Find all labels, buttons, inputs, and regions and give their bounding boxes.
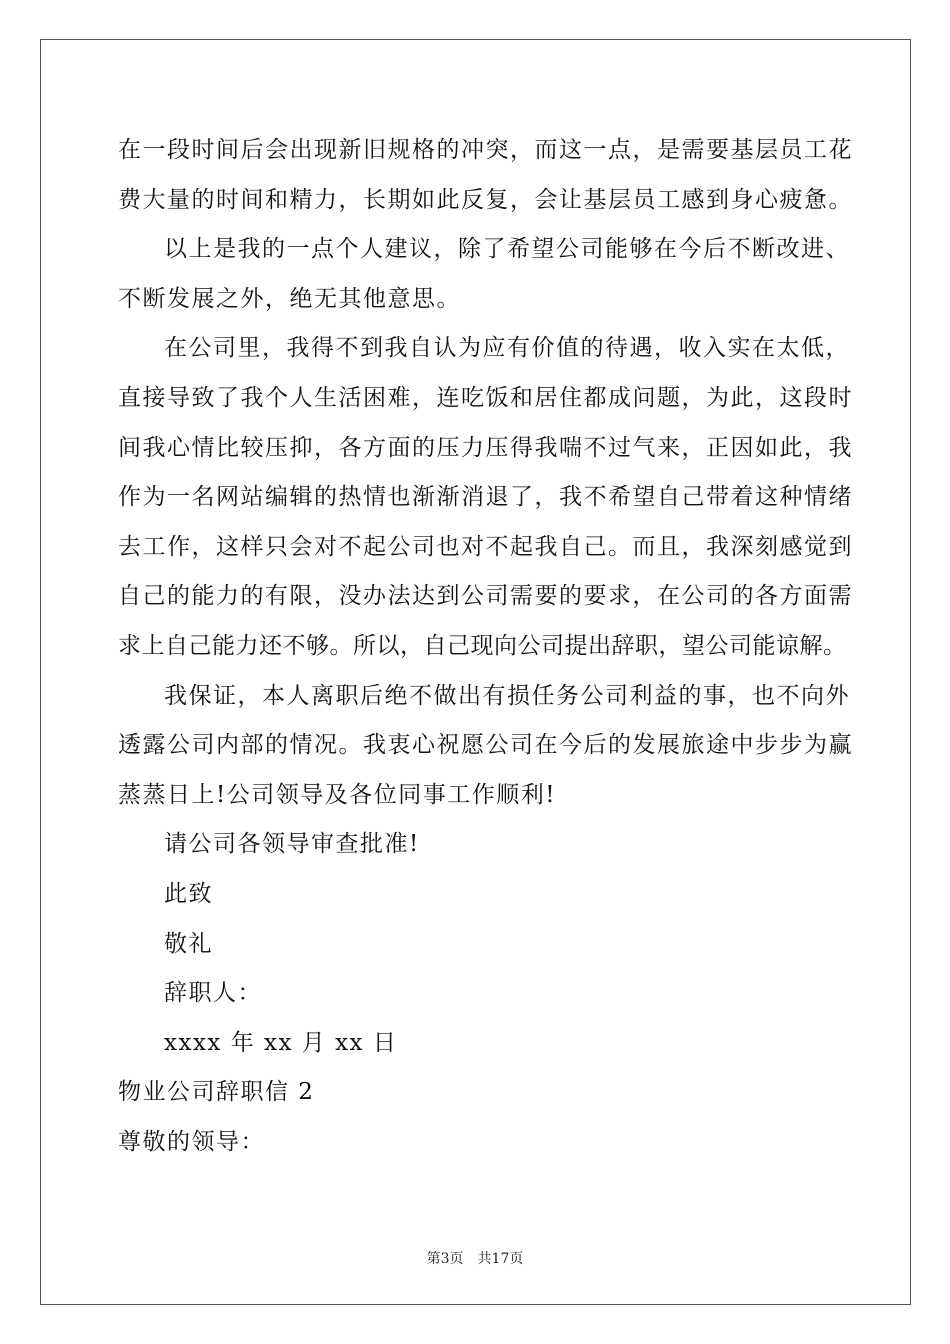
- date-line: xxxx 年 xx 月 xx 日: [164, 1029, 398, 1056]
- text-line: 求上自己能力还不够。所以，自己现向公司提出辞职，望公司能谅解。: [118, 632, 847, 659]
- page-footer: [0, 1248, 950, 1268]
- text-line: 以上是我的一点个人建议，除了希望公司能够在今后不断改进、: [164, 236, 850, 263]
- text-line: 请公司各领导审查批准!: [164, 831, 420, 858]
- text-line: 间我心情比较压抑，各方面的压力压得我喘不过气来，正因如此，我: [118, 434, 853, 461]
- text-line: 在一段时间后会出现新旧规格的冲突，而这一点，是需要基层员工花: [118, 137, 853, 163]
- text-line: 不断发展之外，绝无其他意思。: [118, 285, 461, 312]
- page-total: 共17页: [477, 1251, 524, 1267]
- closing-regards: 敬礼: [164, 930, 213, 957]
- page-number: 第3页: [426, 1251, 464, 1267]
- section-title: 物业公司辞职信 2: [118, 1079, 315, 1106]
- text-line: 去工作，这样只会对不起公司也对不起我自己。而且，我深刻感觉到: [118, 533, 853, 560]
- text-line: 在公司里，我得不到我自认为应有价值的待遇，收入实在太低，: [164, 335, 850, 362]
- text-line: 蒸蒸日上!公司领导及各位同事工作顺利!: [118, 781, 556, 808]
- closing-salutation: 此致: [164, 880, 213, 907]
- text-line: 费大量的时间和精力，长期如此反复，会让基层员工感到身心疲惫。: [118, 186, 853, 213]
- text-line: 透露公司内部的情况。我衷心祝愿公司在今后的发展旅途中步步为赢: [118, 732, 853, 759]
- text-line: 我保证，本人离职后绝不做出有损任务公司利益的事，也不向外: [164, 682, 850, 709]
- text-line: 自己的能力的有限，没办法达到公司需要的要求，在公司的各方面需: [118, 583, 853, 610]
- text-line: 直接导致了我个人生活困难，连吃饭和居住都成问题，为此，这段时: [118, 384, 853, 411]
- signature-label: 辞职人：: [164, 980, 262, 1007]
- greeting: 尊敬的领导：: [118, 1128, 265, 1155]
- letter-body: [118, 126, 858, 1167]
- text-line: 作为一名网站编辑的热情也渐渐消退了，我不希望自己带着这种情绪: [118, 484, 853, 511]
